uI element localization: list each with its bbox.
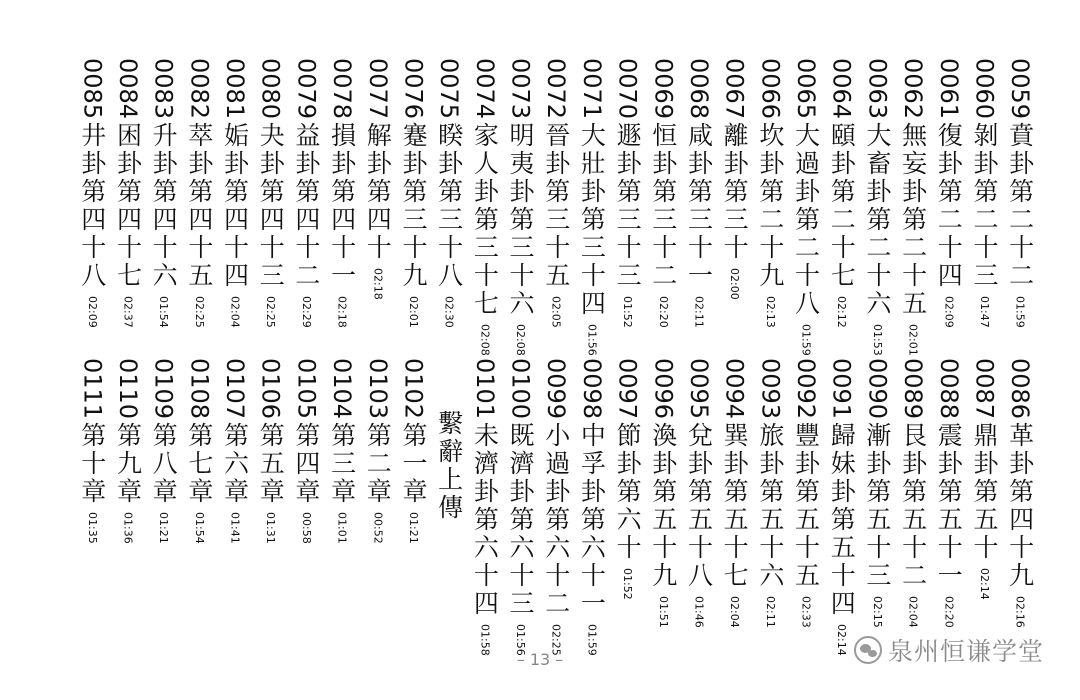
entry-duration: 01:41 [228, 512, 242, 544]
entry-duration: 02:08 [514, 324, 528, 356]
list-item [253, 58, 289, 328]
entry-duration: 02:01 [906, 324, 920, 356]
entry-duration: 01:58 [478, 624, 492, 656]
entry-duration: 02:13 [763, 296, 777, 328]
entry-title: 姤卦第四十四 [220, 122, 250, 290]
list-item [431, 58, 467, 328]
entry-title: 第二章 [363, 422, 393, 506]
entry-title: 遯卦第三十三 [613, 122, 643, 290]
entry-title: 第三章 [327, 422, 357, 506]
list-item [360, 358, 396, 544]
list-item [574, 58, 610, 356]
section-heading [431, 358, 467, 522]
list-item [538, 358, 574, 656]
list-item [931, 58, 967, 328]
entry-title: 第八章 [149, 422, 179, 506]
entry-title: 離卦第三十 [720, 122, 750, 262]
entry-duration: 00:52 [371, 512, 385, 544]
entry-title: 恒卦第三十二 [648, 122, 678, 290]
entry-number: 0071 [577, 58, 606, 120]
entry-title: 損卦第四十一 [327, 122, 357, 290]
entry-number: 0062 [899, 58, 928, 120]
entry-duration: 02:08 [478, 324, 492, 356]
entry-number: 0079 [292, 58, 321, 120]
entry-number: 0110 [113, 358, 142, 420]
entry-title: 解卦第四十 [363, 122, 393, 262]
entry-title: 井卦第四十八 [77, 122, 107, 290]
entry-number: 0083 [149, 58, 178, 120]
entry-number: 0075 [435, 58, 464, 120]
entry-duration: 01:21 [157, 512, 171, 544]
entry-number: 0092 [792, 358, 821, 420]
entry-number: 0061 [934, 58, 963, 120]
entry-duration: 01:52 [621, 296, 635, 328]
entry-title: 艮卦第五十二 [898, 422, 928, 590]
list-item [610, 58, 646, 328]
list-item [860, 58, 896, 356]
entry-title: 漸卦第五十三 [862, 422, 892, 590]
entry-number: 0076 [399, 58, 428, 120]
entry-number: 0080 [256, 58, 285, 120]
list-item [645, 358, 681, 628]
entry-duration: 02:18 [371, 268, 385, 300]
entry-number: 0074 [470, 58, 499, 120]
list-item [931, 358, 967, 628]
entry-title: 歸妹卦第五十四 [827, 422, 857, 618]
entry-duration: 01:31 [264, 512, 278, 544]
entry-duration: 02:20 [656, 296, 670, 328]
entry-title: 第十章 [77, 422, 107, 506]
entry-duration: 02:12 [835, 296, 849, 328]
list-item [467, 358, 503, 656]
list-item [753, 358, 789, 628]
page-number: – 13 – [516, 650, 564, 669]
entry-number: 0089 [899, 358, 928, 420]
entry-number: 0066 [756, 58, 785, 120]
list-item [217, 358, 253, 544]
entry-title: 第四章 [291, 422, 321, 506]
list-item [253, 358, 289, 544]
entry-duration: 01:52 [621, 568, 635, 600]
entry-number: 0095 [684, 358, 713, 420]
entry-title: 第九章 [113, 422, 143, 506]
entry-number: 0072 [542, 58, 571, 120]
entry-number: 0060 [970, 58, 999, 120]
entry-title: 第七章 [184, 422, 214, 506]
entry-title: 明夷卦第三十六 [506, 122, 536, 318]
entry-title: 困卦第四十七 [113, 122, 143, 290]
entry-duration: 02:01 [406, 296, 420, 328]
entry-duration: 01:54 [157, 296, 171, 328]
entry-duration: 02:14 [977, 568, 991, 600]
entry-duration: 01:59 [585, 624, 599, 656]
entry-duration: 02:14 [835, 624, 849, 656]
entry-duration: 02:29 [299, 296, 313, 328]
entry-number: 0059 [1006, 58, 1035, 120]
list-item [753, 58, 789, 328]
entry-number: 0070 [613, 58, 642, 120]
entry-duration: 01:01 [335, 512, 349, 544]
entry-title: 大畜卦第二十六 [862, 122, 892, 318]
list-item [681, 58, 717, 328]
entry-duration: 01:54 [192, 512, 206, 544]
entry-title: 兌卦第五十八 [684, 422, 714, 590]
entry-duration: 01:59 [799, 324, 813, 356]
list-item [1002, 358, 1038, 628]
entry-duration: 02:05 [549, 296, 563, 328]
entry-title: 咸卦第三十一 [684, 122, 714, 290]
section-heading-text: 繫辭上傳 [434, 410, 464, 522]
list-item [645, 58, 681, 328]
entry-duration: 02:09 [85, 296, 99, 328]
list-item [110, 358, 146, 544]
entry-number: 0102 [399, 358, 428, 420]
entry-number: 0064 [827, 58, 856, 120]
entry-number: 0067 [720, 58, 749, 120]
bottom-entry-list [38, 358, 1038, 656]
list-item [788, 58, 824, 356]
entry-title: 頤卦第二十七 [827, 122, 857, 290]
entry-duration: 02:11 [763, 596, 777, 628]
entry-number: 0088 [934, 358, 963, 420]
list-item [574, 358, 610, 656]
entry-number: 0103 [363, 358, 392, 420]
list-item [289, 58, 325, 328]
entry-title: 小過卦第六十二 [541, 422, 571, 618]
list-item [324, 358, 360, 544]
entry-number: 0077 [363, 58, 392, 120]
list-item [182, 358, 218, 544]
list-item [146, 58, 182, 328]
entry-title: 革卦第四十九 [1005, 422, 1035, 590]
entry-title: 睽卦第三十八 [434, 122, 464, 290]
entry-duration: 01:36 [121, 512, 135, 544]
entry-duration: 01:47 [977, 296, 991, 328]
list-item [824, 358, 860, 656]
entry-duration: 01:59 [1013, 296, 1027, 328]
entry-duration: 01:46 [692, 596, 706, 628]
entry-title: 未濟卦第六十四 [470, 422, 500, 618]
top-entry-list [38, 58, 1038, 356]
entry-title: 復卦第二十四 [934, 122, 964, 290]
list-item [538, 58, 574, 328]
entry-duration: 01:35 [85, 512, 99, 544]
entry-number: 0108 [185, 358, 214, 420]
entry-duration: 01:56 [514, 624, 528, 656]
entry-title: 第六章 [220, 422, 250, 506]
entry-number: 0065 [792, 58, 821, 120]
entry-number: 0086 [1006, 358, 1035, 420]
entry-number: 0069 [649, 58, 678, 120]
list-item [396, 58, 432, 328]
list-item [824, 58, 860, 328]
entry-duration: 02:33 [799, 596, 813, 628]
entry-title: 節卦第六十 [613, 422, 643, 562]
list-item [360, 58, 396, 300]
list-item [182, 58, 218, 328]
entry-title: 家人卦第三十七 [470, 122, 500, 318]
list-item [610, 358, 646, 600]
entry-number: 0087 [970, 358, 999, 420]
entry-number: 0084 [113, 58, 142, 120]
entry-number: 0101 [470, 358, 499, 420]
entry-number: 0109 [149, 358, 178, 420]
entry-number: 0090 [863, 358, 892, 420]
entry-number: 0082 [185, 58, 214, 120]
entry-duration: 00:58 [299, 512, 313, 544]
entry-duration: 01:51 [656, 596, 670, 628]
list-item [503, 358, 539, 656]
entry-title: 渙卦第五十九 [648, 422, 678, 590]
list-item [860, 358, 896, 628]
entry-number: 0068 [684, 58, 713, 120]
list-item [895, 358, 931, 628]
entry-duration: 02:25 [549, 624, 563, 656]
list-item [74, 58, 110, 328]
entry-number: 0098 [577, 358, 606, 420]
entry-title: 剝卦第二十三 [969, 122, 999, 290]
list-item [289, 358, 325, 544]
entry-title: 大壯卦第三十四 [577, 122, 607, 318]
entry-number: 0099 [542, 358, 571, 420]
list-item [1002, 58, 1038, 328]
list-item [146, 358, 182, 544]
entry-title: 既濟卦第六十三 [506, 422, 536, 618]
watermark [854, 632, 1044, 668]
entry-title: 第五章 [256, 422, 286, 506]
list-item [217, 58, 253, 328]
entry-number: 0096 [649, 358, 678, 420]
entry-number: 0091 [827, 358, 856, 420]
entry-number: 0105 [292, 358, 321, 420]
list-item [717, 358, 753, 628]
entry-duration: 02:20 [942, 596, 956, 628]
entry-title: 蹇卦第三十九 [398, 122, 428, 290]
entry-title: 大過卦第二十八 [791, 122, 821, 318]
list-item [967, 58, 1003, 328]
entry-title: 升卦第四十六 [149, 122, 179, 290]
entry-duration: 01:53 [870, 324, 884, 356]
entry-number: 0097 [613, 358, 642, 420]
entry-title: 坎卦第二十九 [755, 122, 785, 290]
entry-number: 0106 [256, 358, 285, 420]
entry-title: 中孚卦第六十一 [577, 422, 607, 618]
entry-duration: 02:00 [728, 268, 742, 300]
entry-number: 0111 [78, 358, 107, 420]
watermark-text: 泉州恒谦学堂 [887, 637, 1044, 666]
entry-title: 震卦第五十一 [934, 422, 964, 590]
entry-duration: 01:56 [585, 324, 599, 356]
list-item [681, 358, 717, 628]
entry-number: 0081 [221, 58, 250, 120]
entry-title: 益卦第四十二 [291, 122, 321, 290]
list-item [110, 58, 146, 328]
list-item [396, 358, 432, 544]
entry-duration: 02:11 [692, 296, 706, 328]
entry-title: 無妄卦第二十五 [898, 122, 928, 318]
entry-title: 第一章 [398, 422, 428, 506]
entry-number: 0104 [328, 358, 357, 420]
list-item [967, 358, 1003, 600]
entry-number: 0093 [756, 358, 785, 420]
entry-title: 夬卦第四十三 [256, 122, 286, 290]
entry-title: 晉卦第三十五 [541, 122, 571, 290]
entry-title: 鼎卦第五十 [969, 422, 999, 562]
list-item [717, 58, 753, 300]
list-item [788, 358, 824, 628]
entry-duration: 02:30 [442, 296, 456, 328]
entry-duration: 02:04 [228, 296, 242, 328]
entry-title: 巽卦第五十七 [720, 422, 750, 590]
list-item [503, 58, 539, 356]
entry-number: 0107 [221, 358, 250, 420]
entry-duration: 02:04 [728, 596, 742, 628]
entry-duration: 02:25 [264, 296, 278, 328]
entry-title: 旅卦第五十六 [755, 422, 785, 590]
entry-duration: 01:21 [406, 512, 420, 544]
list-item [895, 58, 931, 356]
wechat-icon [854, 636, 882, 664]
entry-duration: 02:09 [942, 296, 956, 328]
entry-number: 0063 [863, 58, 892, 120]
list-item [467, 58, 503, 356]
entry-number: 0085 [78, 58, 107, 120]
entry-number: 0078 [328, 58, 357, 120]
list-item [324, 58, 360, 328]
entry-duration: 02:18 [335, 296, 349, 328]
entry-number: 0073 [506, 58, 535, 120]
entry-duration: 02:16 [1013, 596, 1027, 628]
entry-duration: 02:37 [121, 296, 135, 328]
list-item [74, 358, 110, 544]
entry-title: 賁卦第二十二 [1005, 122, 1035, 290]
entry-duration: 02:04 [906, 596, 920, 628]
entry-duration: 02:25 [192, 296, 206, 328]
entry-title: 豐卦第五十五 [791, 422, 821, 590]
entry-title: 萃卦第四十五 [184, 122, 214, 290]
entry-number: 0100 [506, 358, 535, 420]
entry-duration: 02:15 [870, 596, 884, 628]
entry-number: 0094 [720, 358, 749, 420]
